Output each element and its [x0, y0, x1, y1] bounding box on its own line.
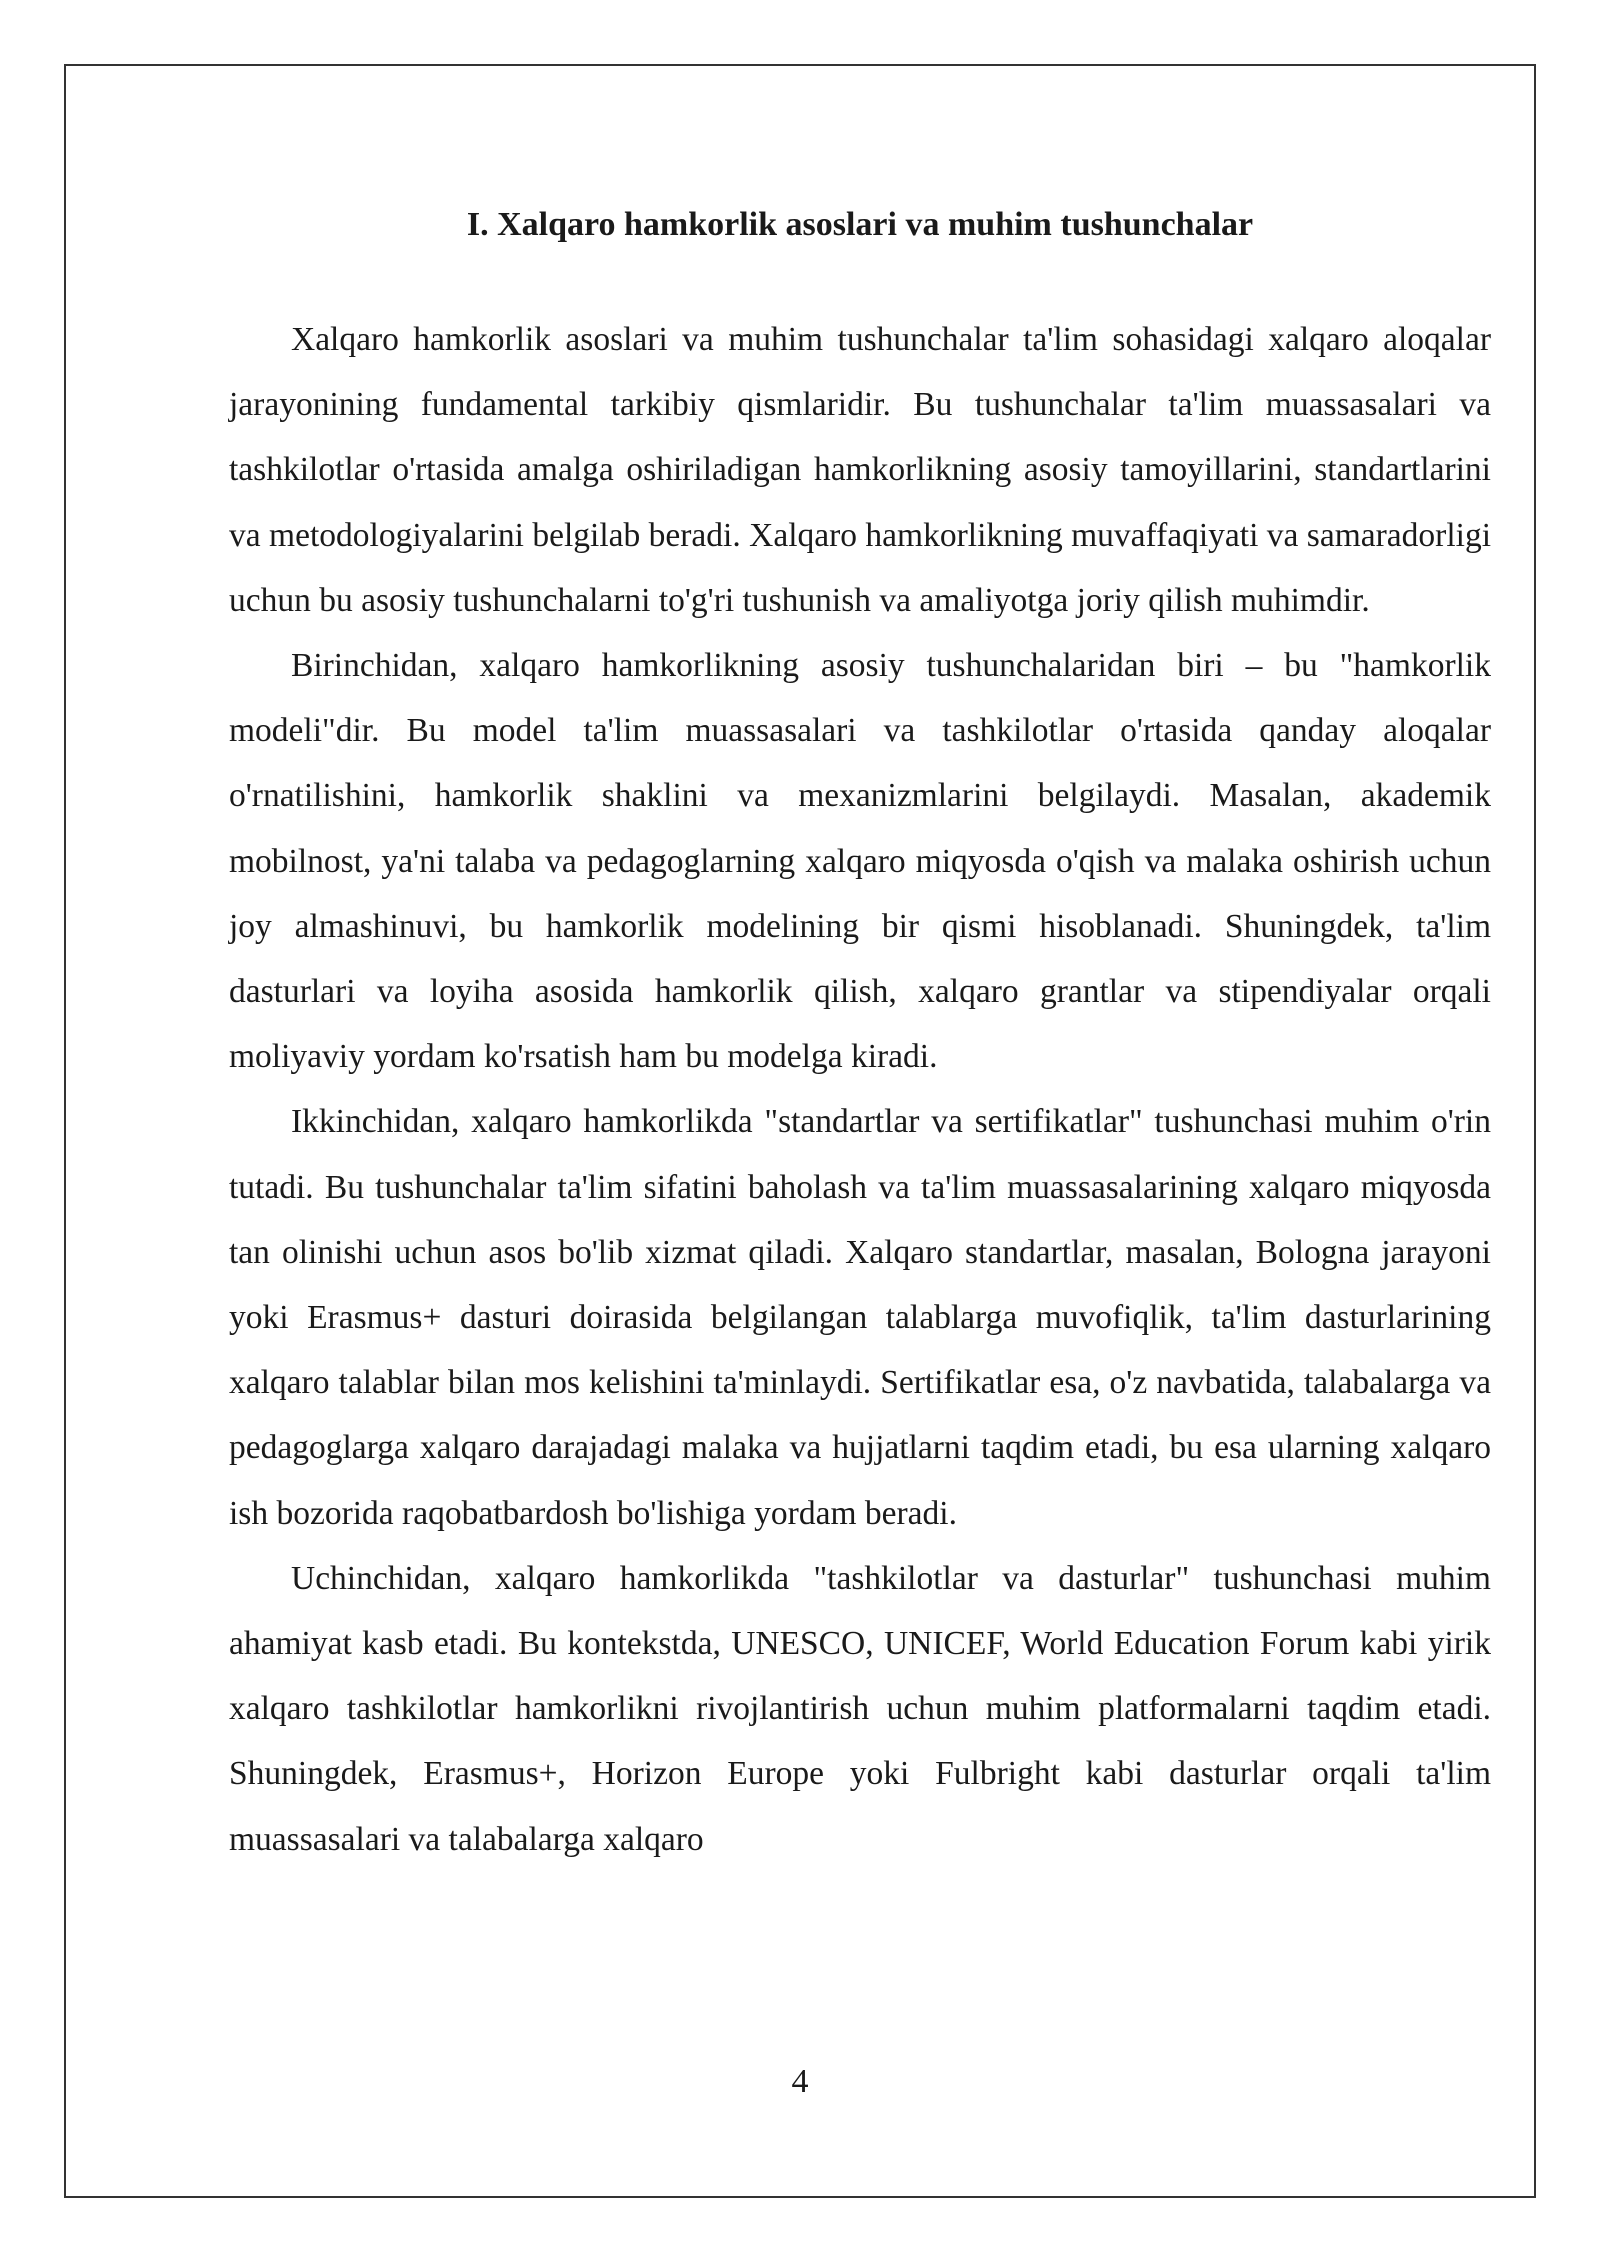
paragraph-first-point: Birinchidan, xalqaro hamkorlikning asosiy tushunchalaridan biri – bu "hamkorlik modeli"dir. Bu model ta'lim muassasalari va tashkilotlar o'rtasida qanday aloqalar o'rnatilishini, hamkorlik shaklini va mexanizmlarini belgilaydi. Masalan, akademik mobilnost, ya'ni talaba va pedagoglarning xalqaro miqyosda o'qish va malaka oshirish uchun joy almashinuvi, bu hamkorlik modelining bir qismi hisoblanadi. Shuningdek, ta'lim dasturlari va loyiha asosida hamkorlik qilish, xalqaro grantlar va stipendiyalar orqali moliyaviy yordam ko'rsatish ham bu modelga kiradi. [229, 647, 1491, 1076]
section-heading: I. Xalqaro hamkorlik asoslari va muhim tushunchalar [466, 206, 1254, 243]
body-text [229, 307, 1491, 1872]
paragraph-third-point: Uchinchidan, xalqaro hamkorlikda "tashkilotlar va dasturlar" tushunchasi muhim ahamiyat kasb etadi. Bu kontekstda, UNESCO, UNICEF, World Education Forum kabi yirik xalqaro tashkilotlar hamkorlikni rivojlantirish uchun muhim platformalarni taqdim etadi. Shuningdek, Erasmus+, Horizon Europe yoki Fulbright kabi dasturlar orqali ta'lim muassasalari va talabalarga xalqaro [229, 1559, 1491, 1858]
page-number: 4 [791, 2063, 809, 2100]
paragraph-second-point: Ikkinchidan, xalqaro hamkorlikda "standartlar va sertifikatlar" tushunchasi muhim o'rin tutadi. Bu tushunchalar ta'lim sifatini baholash va ta'lim muassasalarining xalqaro miqyosda tan olinishi uchun asos bo'lib xizmat qiladi. Xalqaro standartlar, masalan, Bologna jarayoni yoki Erasmus+ dasturi doirasida belgilangan talablarga muvofiqlik, ta'lim dasturlarining xalqaro talablar bilan mos kelishini ta'minlaydi. Sertifikatlar esa, o'z navbatida, talabalarga va pedagoglarga xalqaro darajadagi malaka va hujjatlarni taqdim etadi, bu esa ularning xalqaro ish bozorida raqobatbardosh bo'lishiga yordam beradi. [229, 1103, 1491, 1532]
paragraph-intro: Xalqaro hamkorlik asoslari va muhim tushunchalar ta'lim sohasidagi xalqaro aloqalar jarayonining fundamental tarkibiy qismlaridir. Bu tushunchalar ta'lim muassasalari va tashkilotlar o'rtasida amalga oshiriladigan hamkorlikning asosiy tamoyillarini, standartlarini va metodologiyalarini belgilab beradi. Xalqaro hamkorlikning muvaffaqiyati va samaradorligi uchun bu asosiy tushunchalarni to'g'ri tushunish va amaliyotga joriy qilish muhimdir. [229, 321, 1491, 619]
